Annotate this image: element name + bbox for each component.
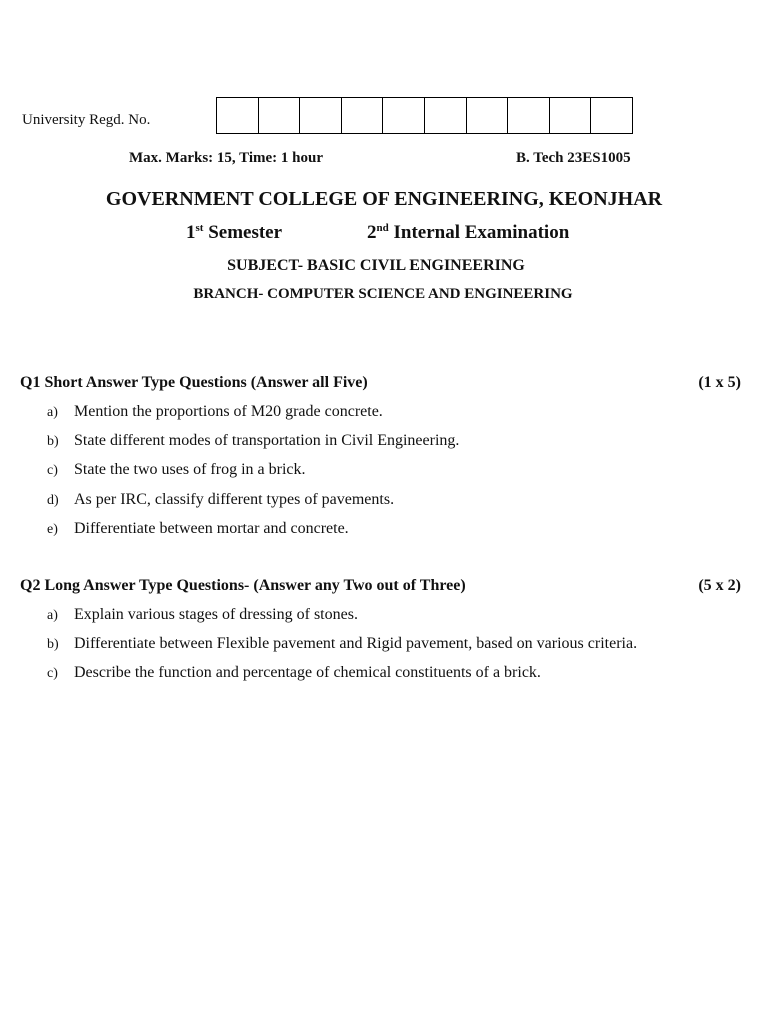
regd-digit-box[interactable] xyxy=(341,97,384,134)
item-text: Mention the proportions of M20 grade concrete. xyxy=(74,403,383,420)
q1-title: Q1 Short Answer Type Questions (Answer all Five) xyxy=(20,374,368,391)
exam-word: Internal Examination xyxy=(393,222,570,243)
item-text: Explain various stages of dressing of stones. xyxy=(74,606,358,623)
q1-item xyxy=(47,403,459,432)
q1-list xyxy=(47,403,459,549)
q1-item xyxy=(47,491,459,520)
item-marker: c) xyxy=(47,463,58,479)
item-marker: e) xyxy=(47,521,58,537)
regd-digit-box[interactable] xyxy=(424,97,467,134)
regd-number-boxes xyxy=(216,97,633,134)
item-marker: b) xyxy=(47,434,59,450)
q2-list xyxy=(47,606,637,694)
course-code: B. Tech 23ES1005 xyxy=(516,150,631,166)
q2-item xyxy=(47,664,637,693)
item-text: Differentiate between mortar and concrete. xyxy=(74,519,349,537)
semester-heading xyxy=(186,222,282,244)
semester-word: Semester xyxy=(208,222,283,243)
item-marker: a) xyxy=(47,405,58,420)
q2-item xyxy=(47,635,637,664)
regd-digit-box[interactable] xyxy=(216,97,259,134)
q1-item xyxy=(47,432,459,461)
regd-digit-box[interactable] xyxy=(382,97,425,134)
item-marker: a) xyxy=(47,608,58,623)
item-text: Describe the function and percentage of chemical constituents of a brick. xyxy=(74,664,541,682)
item-text: As per IRC, classify different types of pavements. xyxy=(74,490,395,508)
q1-item xyxy=(47,461,459,490)
q1-item xyxy=(47,520,459,549)
regd-digit-box[interactable] xyxy=(549,97,592,134)
college-title: GOVERNMENT COLLEGE OF ENGINEERING, KEONJHAR xyxy=(105,188,663,210)
subject-heading: SUBJECT- BASIC CIVIL ENGINEERING xyxy=(227,257,525,274)
item-marker: d) xyxy=(47,492,59,508)
regd-digit-box[interactable] xyxy=(507,97,550,134)
item-text: State the two uses of frog in a brick. xyxy=(74,461,306,479)
exam-number: 2 xyxy=(367,222,377,243)
regd-digit-box[interactable] xyxy=(590,97,633,134)
q2-item xyxy=(47,606,637,635)
regd-number-label: University Regd. No. xyxy=(22,112,151,128)
semester-number: 1 xyxy=(186,222,196,243)
item-marker: b) xyxy=(47,637,59,653)
q2-marks: (5 x 2) xyxy=(698,577,741,594)
q2-title: Q2 Long Answer Type Questions- (Answer any Two out of Three) xyxy=(20,577,466,594)
exam-heading xyxy=(367,222,569,244)
exam-suffix: nd xyxy=(376,222,389,234)
item-text: Differentiate between Flexible pavement and Rigid pavement, based on various criteria. xyxy=(74,635,638,653)
q1-marks: (1 x 5) xyxy=(698,374,741,391)
item-marker: c) xyxy=(47,666,58,682)
marks-time: Max. Marks: 15, Time: 1 hour xyxy=(129,150,324,166)
regd-digit-box[interactable] xyxy=(258,97,301,134)
regd-digit-box[interactable] xyxy=(466,97,509,134)
item-text: State different modes of transportation in Civil Engineering. xyxy=(74,432,460,450)
q1-header xyxy=(20,374,741,392)
regd-digit-box[interactable] xyxy=(299,97,342,134)
semester-suffix: st xyxy=(195,222,204,234)
q2-header xyxy=(20,577,741,595)
branch-heading: BRANCH- COMPUTER SCIENCE AND ENGINEERING xyxy=(193,286,573,302)
